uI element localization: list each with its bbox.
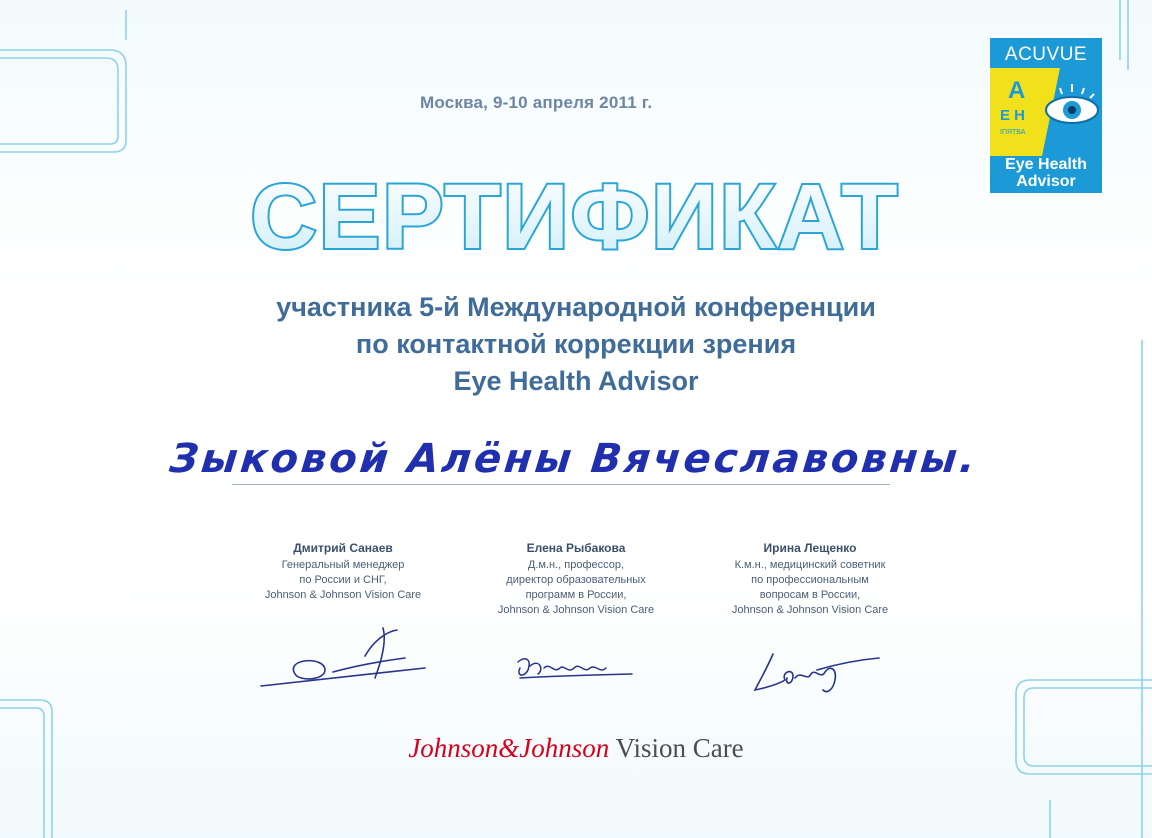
signer-1-line: Johnson & Johnson Vision Care <box>264 589 422 601</box>
conference-subtitle <box>0 289 1152 400</box>
signer-3-name: Ирина Лещенко <box>763 541 857 555</box>
signer-2-line: директор образовательных <box>506 574 646 586</box>
acuvue-logo <box>990 38 1102 193</box>
logo-letter-a: А <box>1008 77 1026 104</box>
signer-2-line: Johnson & Johnson Vision Care <box>497 604 655 616</box>
logo-brand-text: ACUVUE <box>1004 44 1088 65</box>
subtitle-line-3: Eye Health Advisor <box>453 366 699 396</box>
signer-3-line: по профессиональным <box>751 574 869 586</box>
footer-brand <box>0 733 1152 764</box>
signer-1-name: Дмитрий Санаев <box>293 541 393 555</box>
logo-caption <box>990 156 1102 190</box>
logo-letters-en: Е Н <box>1000 107 1026 124</box>
signature-3 <box>745 640 885 700</box>
signer-1-line: по России и СНГ, <box>299 574 387 586</box>
logo-letters-small: ІПЯТВА <box>1000 129 1026 136</box>
logo-caption-line-1: Eye Health <box>1005 156 1087 173</box>
signer-2-line: Д.м.н., профессор, <box>527 559 625 571</box>
signer-3 <box>695 541 925 618</box>
signer-1 <box>228 541 458 603</box>
signer-1-line: Генеральный менеджер <box>281 559 405 571</box>
recipient-name: Зыковой Алёны Вячеславовны. <box>167 436 981 482</box>
signer-3-line: К.м.н., медицинский советник <box>734 559 886 571</box>
signature-2 <box>510 648 640 688</box>
brand-script: Johnson&Johnson <box>408 733 610 763</box>
eye-chart-icon <box>990 68 1102 156</box>
logo-caption-line-2: Advisor <box>1016 173 1076 190</box>
brand-text: Vision Care <box>615 733 744 763</box>
signer-2-name: Елена Рыбакова <box>526 541 626 555</box>
name-underline <box>232 484 890 485</box>
signature-1 <box>255 622 430 694</box>
signer-2 <box>461 541 691 618</box>
subtitle-line-2: по контактной коррекции зрения <box>355 329 797 359</box>
title-text: СЕРТИФИКАТ <box>250 166 900 268</box>
signer-3-line: Johnson & Johnson Vision Care <box>731 604 889 616</box>
signer-2-line: программ в России, <box>525 589 627 601</box>
date-place: Москва, 9-10 апреля 2011 г. <box>420 93 653 112</box>
certificate-title <box>215 160 935 270</box>
subtitle-line-1: участника 5-й Международной конференции <box>276 292 876 322</box>
signer-3-line: вопросам в России, <box>759 589 861 601</box>
